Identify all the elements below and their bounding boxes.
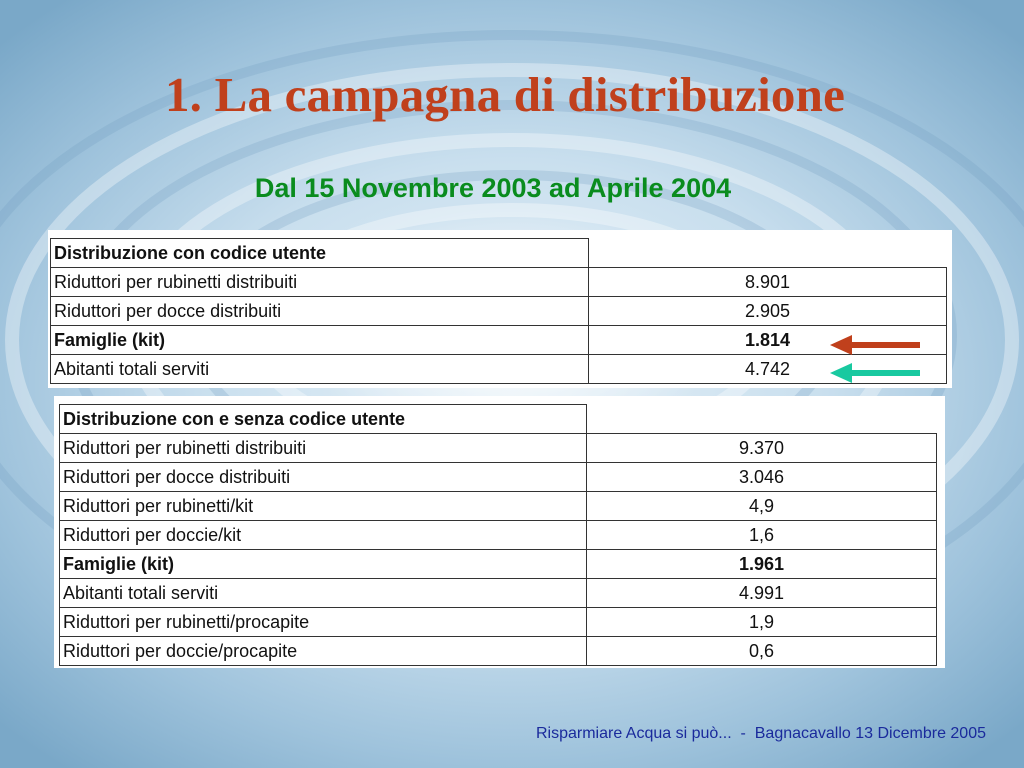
row-value: 0,6 <box>587 637 937 666</box>
row-value: 2.905 <box>589 297 947 326</box>
row-value: 4,9 <box>587 492 937 521</box>
table-header-row <box>60 405 937 434</box>
table-row <box>60 608 937 637</box>
slide-footer: Risparmiare Acqua si può... - Bagnacavallo 13 Dicembre 2005 <box>535 725 986 742</box>
row-value: 4.742 <box>589 355 947 384</box>
row-label: Riduttori per rubinetti distribuiti <box>60 434 587 463</box>
row-value: 9.370 <box>587 434 937 463</box>
row-value: 1.814 <box>589 326 947 355</box>
table-row <box>51 326 947 355</box>
table-distribution-with-code <box>48 230 952 388</box>
row-label: Riduttori per rubinetti/kit <box>60 492 587 521</box>
left-arrow-icon <box>830 361 922 385</box>
row-label: Abitanti totali serviti <box>60 579 587 608</box>
row-value: 1.961 <box>587 550 937 579</box>
row-label: Riduttori per doccie/procapite <box>60 637 587 666</box>
row-label: Famiglie (kit) <box>51 326 589 355</box>
table-row <box>60 463 937 492</box>
slide-title: 1. La campagna di distribuzione <box>164 67 846 122</box>
table-row <box>51 297 947 326</box>
table-row <box>60 492 937 521</box>
table-row <box>60 521 937 550</box>
table-row <box>51 268 947 297</box>
row-label: Riduttori per docce distribuiti <box>51 297 589 326</box>
row-label: Riduttori per docce distribuiti <box>60 463 587 492</box>
row-value: 4.991 <box>587 579 937 608</box>
row-label: Riduttori per doccie/kit <box>60 521 587 550</box>
table-row <box>60 434 937 463</box>
slide-subtitle: Dal 15 Novembre 2003 ad Aprile 2004 <box>254 173 732 203</box>
row-label: Abitanti totali serviti <box>51 355 589 384</box>
row-label: Riduttori per rubinetti/procapite <box>60 608 587 637</box>
row-label: Famiglie (kit) <box>60 550 587 579</box>
left-arrow-icon <box>830 333 922 357</box>
table-header-row <box>51 239 947 268</box>
table-header: Distribuzione con codice utente <box>51 239 589 268</box>
table-header: Distribuzione con e senza codice utente <box>60 405 587 434</box>
row-value: 1,6 <box>587 521 937 550</box>
row-value: 1,9 <box>587 608 937 637</box>
table-row <box>60 579 937 608</box>
table-row <box>60 637 937 666</box>
table-distribution-with-and-without-code <box>54 396 945 668</box>
table-row <box>60 550 937 579</box>
row-value: 3.046 <box>587 463 937 492</box>
table-row <box>51 355 947 384</box>
row-label: Riduttori per rubinetti distribuiti <box>51 268 589 297</box>
row-value: 8.901 <box>589 268 947 297</box>
